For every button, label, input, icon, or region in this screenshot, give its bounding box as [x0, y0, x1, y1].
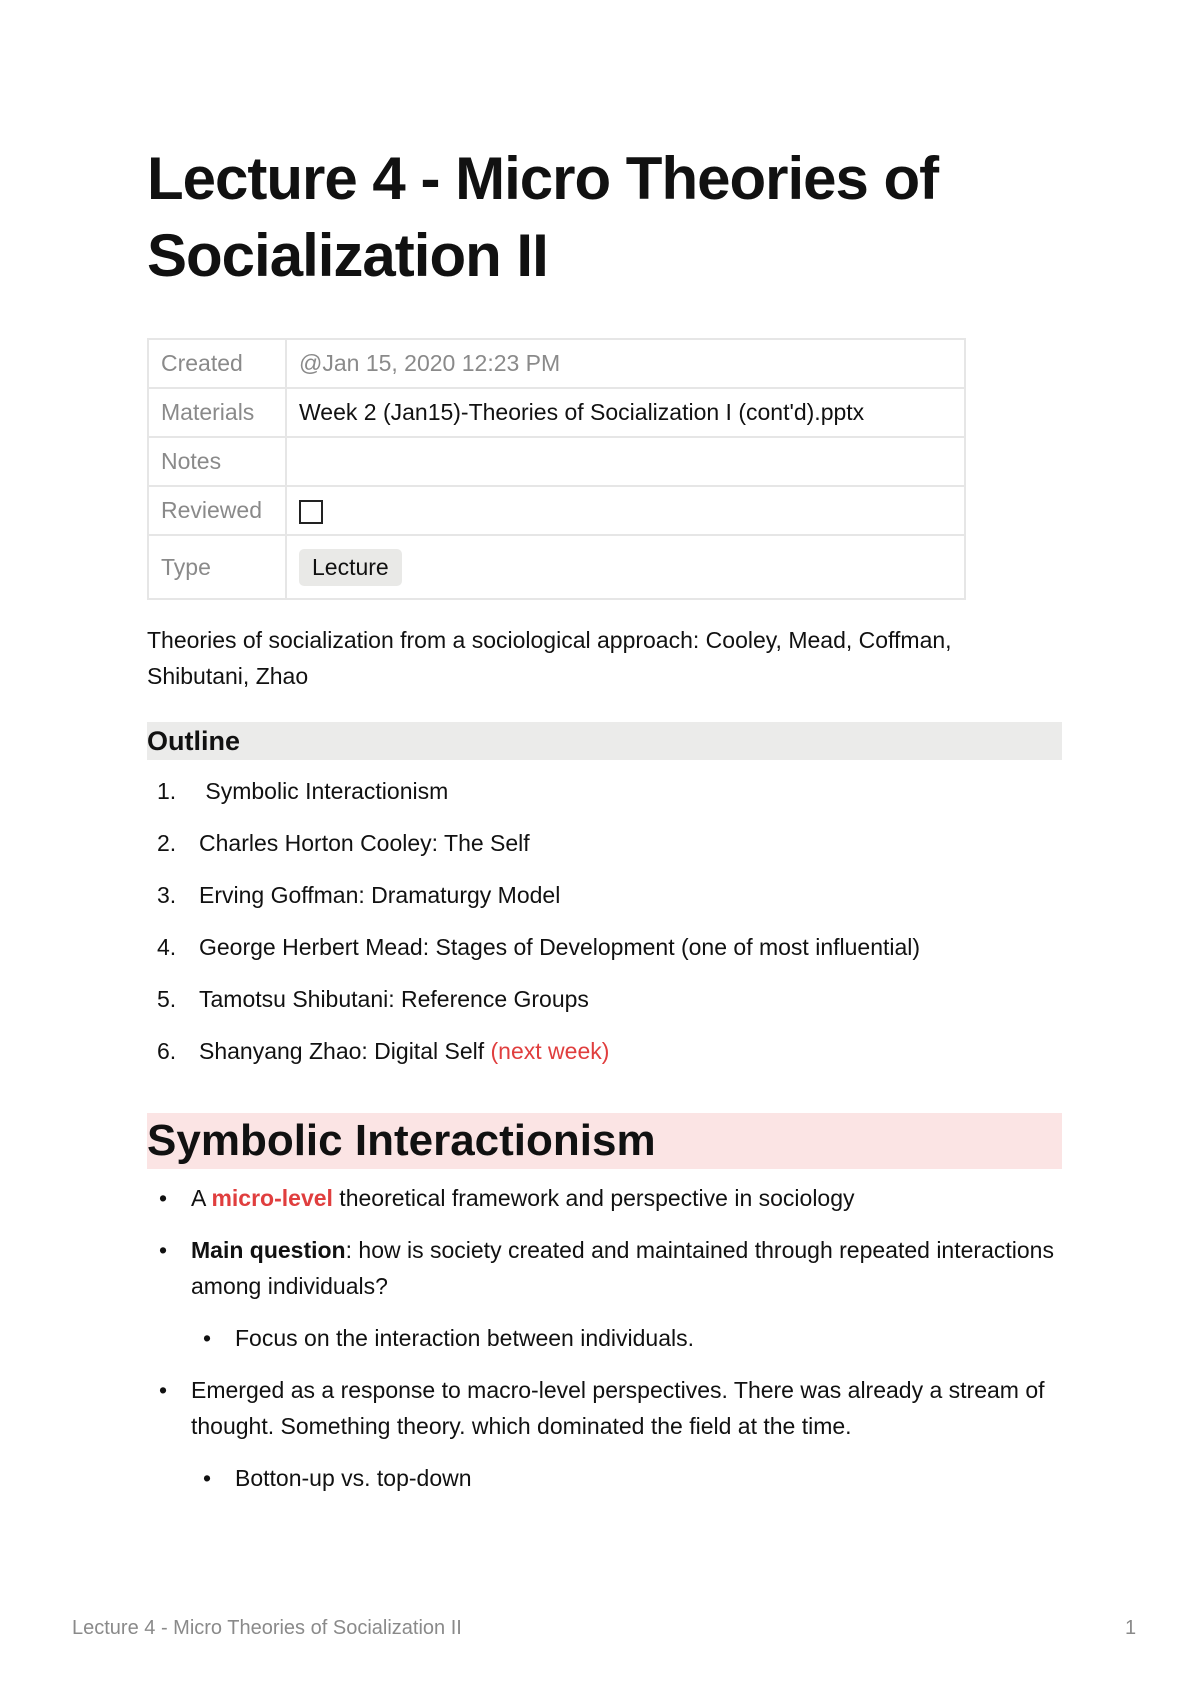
bullet-text: Botton-up vs. top-down	[235, 1465, 472, 1491]
bullet-item	[147, 1372, 1057, 1444]
bullet-text: Focus on the interaction between individuals.	[235, 1325, 695, 1351]
list-item	[147, 877, 920, 929]
properties-table	[147, 338, 966, 600]
page-number: 1	[1125, 1617, 1137, 1639]
list-item-text: George Herbert Mead: Stages of Development (one of most influential)	[199, 934, 921, 960]
list-number: 5.	[157, 986, 177, 1012]
sub-bullet-item	[147, 1460, 1057, 1496]
list-number: 4.	[157, 934, 177, 960]
list-number: 1.	[157, 778, 177, 804]
bullet-text: theoretical framework and perspective in sociology	[332, 1185, 855, 1211]
property-label: Materials	[148, 388, 286, 437]
created-date: @Jan 15, 2020 12:23 PM	[286, 339, 965, 388]
bullet-item	[147, 1232, 1057, 1304]
list-number: 2.	[157, 830, 177, 856]
list-item-text: Symbolic Interactionism	[199, 778, 449, 804]
sub-bullet-item	[147, 1320, 1057, 1356]
bullet-text: Emerged as a response to macro-level perspectives. There was already a stream of thought. Something theory. which dominated the field at the time.	[191, 1377, 1045, 1439]
property-row-created	[148, 339, 965, 388]
property-label: Type	[148, 535, 286, 599]
property-label: Created	[148, 339, 286, 388]
bullet-list	[147, 1180, 1057, 1512]
next-week-note: (next week)	[490, 1038, 610, 1064]
bullet-text: : how is society created and maintained through repeated interactions among individuals?	[191, 1237, 1054, 1299]
page-title: Lecture 4 - Micro Theories of Socialization II	[147, 145, 939, 289]
property-row-reviewed	[148, 486, 965, 535]
notes-value[interactable]	[286, 437, 965, 486]
list-number: 6.	[157, 1038, 177, 1064]
micro-level-highlight: micro-level	[211, 1185, 333, 1211]
outline-list	[147, 773, 920, 1085]
outline-heading: Outline	[147, 722, 1062, 760]
list-item-text: Tamotsu Shibutani: Reference Groups	[199, 986, 589, 1012]
list-item	[147, 773, 920, 825]
list-item-text: Charles Horton Cooley: The Self	[199, 830, 530, 856]
property-row-notes	[148, 437, 965, 486]
list-item-text: Erving Goffman: Dramaturgy Model	[199, 882, 561, 908]
property-label: Reviewed	[148, 486, 286, 535]
footer-title: Lecture 4 - Micro Theories of Socialization II	[72, 1617, 462, 1639]
property-label: Notes	[148, 437, 286, 486]
section-heading: Symbolic Interactionism	[147, 1113, 1062, 1169]
materials-file-link[interactable]: Week 2 (Jan15)-Theories of Socialization I (cont'd).pptx	[286, 388, 965, 437]
list-item	[147, 981, 920, 1033]
bullet-item	[147, 1180, 1057, 1216]
property-row-materials	[148, 388, 965, 437]
main-question-label: Main question	[191, 1237, 346, 1263]
list-item	[147, 1033, 920, 1085]
property-row-type	[148, 535, 965, 599]
reviewed-checkbox[interactable]	[299, 500, 323, 524]
bullet-text: A	[191, 1185, 212, 1211]
list-item-text: Shanyang Zhao: Digital Self	[199, 1038, 491, 1064]
page-description: Theories of socialization from a sociological approach: Cooley, Mead, Coffman, Shibutani, Zhao	[147, 627, 952, 689]
type-tag[interactable]: Lecture	[299, 549, 402, 586]
list-item	[147, 929, 920, 981]
list-item	[147, 825, 920, 877]
list-number: 3.	[157, 882, 177, 908]
